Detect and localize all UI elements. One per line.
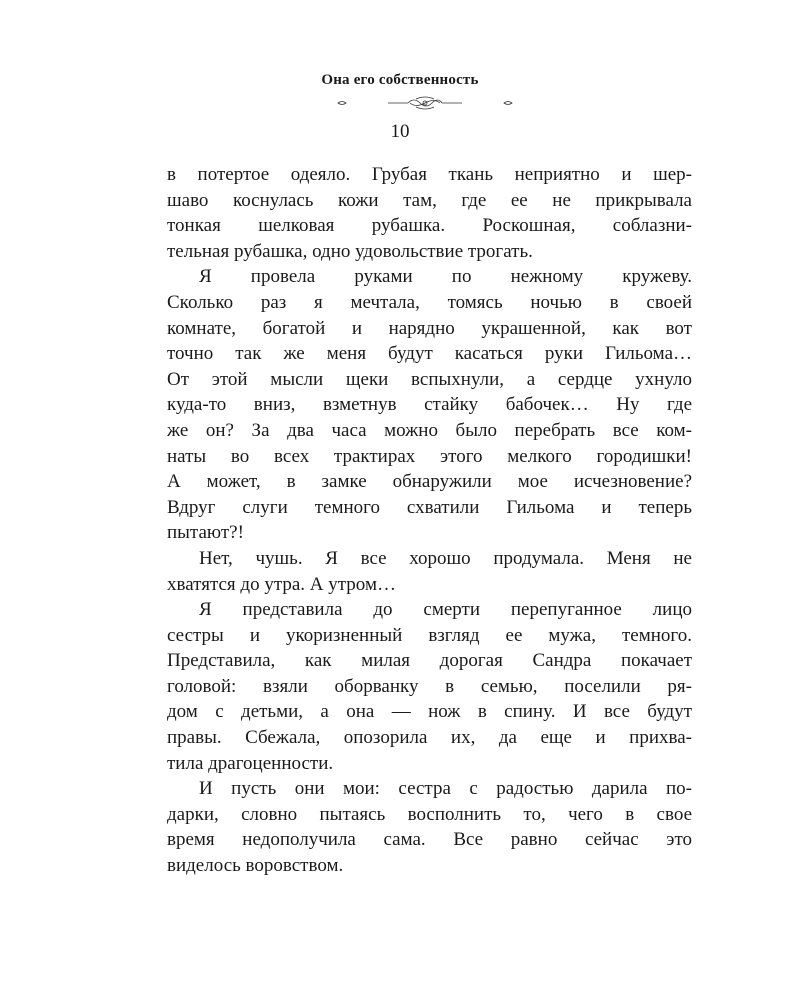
text-line: Представила, как милая дорогая Сандра покачает xyxy=(167,650,692,672)
flourish-ornament-icon xyxy=(330,96,520,110)
text-line: хватятся до утра. А утром… xyxy=(167,573,396,595)
text-line: шаво коснулась кожи там, где ее не прикрывала xyxy=(167,189,692,211)
text-line: Вдруг слуги темного схватили Гильома и теперь xyxy=(167,496,692,518)
text-line: И пусть они мои: сестра с радостью дарила по- xyxy=(199,778,692,800)
text-line: тонкая шелковая рубашка. Роскошная, соблазни- xyxy=(167,215,692,237)
text-line: сестры и укоризненный взгляд ее мужа, темного. xyxy=(167,624,692,646)
text-line: Нет, чушь. Я все хорошо продумала. Меня не xyxy=(199,547,692,569)
body-text xyxy=(167,162,692,879)
text-line: Сколько раз я мечтала, томясь ночью в своей xyxy=(167,291,692,313)
text-line: же он? За два часа можно было перебрать все ком- xyxy=(167,419,692,441)
text-line: дарки, словно пытаясь восполнить то, чего в свое xyxy=(167,803,692,825)
text-line: От этой мысли щеки вспыхнули, а сердце ухнуло xyxy=(167,368,692,390)
text-line: тельная рубашка, одно удовольствие трогать. xyxy=(167,240,533,262)
text-line: время недополучила сама. Все равно сейчас это xyxy=(167,829,692,851)
text-line: Я представила до смерти перепуганное лицо xyxy=(199,599,692,621)
text-line: дом с детьми, а она — нож в спину. И все будут xyxy=(167,701,692,723)
text-line: комнате, богатой и нарядно украшенной, как вот xyxy=(167,317,692,339)
text-line: пытают?! xyxy=(167,522,244,544)
text-line: правы. Сбежала, опозорила их, да еще и прихва- xyxy=(167,727,692,749)
text-line: Я провела руками по нежному кружеву. xyxy=(199,266,692,288)
text-line: наты во всех трактирах этого мелкого городишки! xyxy=(167,445,692,467)
running-title: Она его собственность xyxy=(321,72,479,88)
text-line: А может, в замке обнаружили мое исчезновение? xyxy=(167,471,692,493)
text-line: тила драгоценности. xyxy=(167,752,334,774)
page-number: 10 xyxy=(390,121,410,142)
text-line: виделось воровством. xyxy=(167,855,344,877)
text-line: головой: взяли оборванку в семью, поселили ря- xyxy=(167,675,692,697)
text-line: куда-то вниз, взметнув стайку бабочек… Ну где xyxy=(167,394,692,416)
text-line: точно так же меня будут касаться руки Гильома… xyxy=(167,343,692,365)
text-line: в потертое одеяло. Грубая ткань неприятно и шер- xyxy=(167,164,692,185)
